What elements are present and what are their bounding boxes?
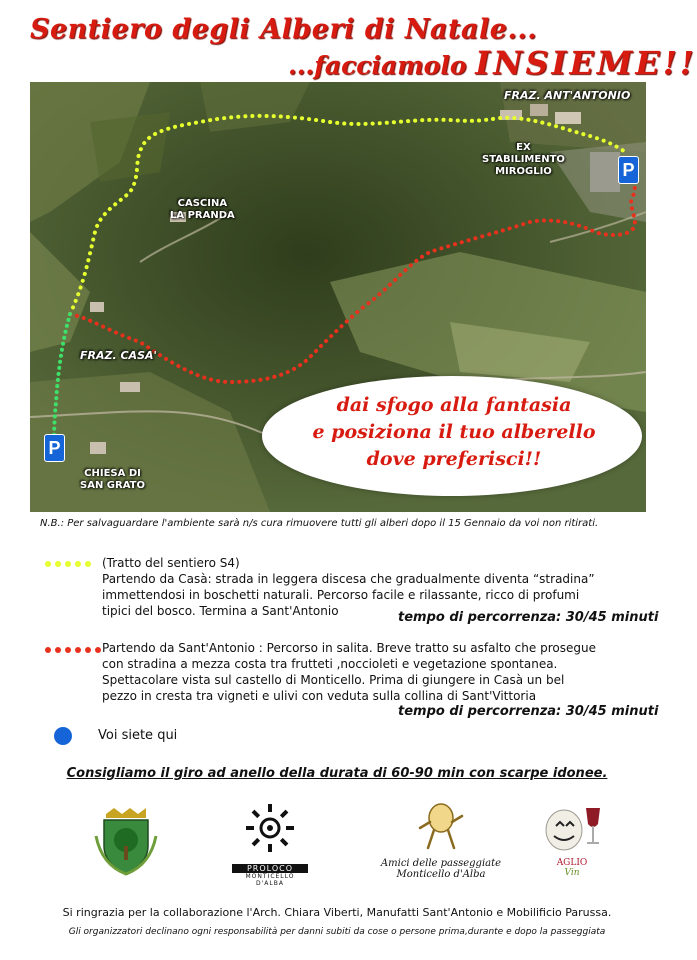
proloco-monticello-logo — [232, 800, 308, 886]
amici-line-1: Amici delle passeggiate — [380, 858, 502, 869]
poster-title: Sentiero degli Alberi di Natale... — [30, 14, 538, 45]
liability-disclaimer: Gli organizzatori declinano ogni responsabilità per danni subiti da cose o persone prima,durante e dopo la passeggiata — [68, 927, 606, 937]
cloud-line-1: dai sfogo alla fantasia — [336, 394, 572, 416]
label-chiesa-san-grato: CHIESA DI SAN GRATO — [80, 468, 145, 491]
red-route-time: tempo di percorrenza: 30/45 minuti — [398, 704, 659, 719]
red-line-2: con stradina a mezza costa tra frutteti ,noccioleti e vegetazione spontanea. — [102, 657, 558, 671]
proloco-town: MONTICELLO — [245, 873, 295, 880]
aglio-line-1: AGLIO — [556, 858, 588, 868]
label-fraz-santantonio: FRAZ. ANT'ANTONIO — [504, 89, 631, 102]
label-cascina-la-pranda: CASCINA LA PRANDA — [170, 198, 235, 221]
label-fraz-casa: FRAZ. CASA' — [80, 349, 157, 362]
you-are-here-label: Voi siete qui — [98, 728, 178, 743]
aglio-vin-logo — [540, 798, 604, 884]
yellow-line-2: Partendo da Casà: strada in leggera discesa che gradualmente diventa “stradina” — [102, 572, 595, 586]
you-are-here-icon — [54, 727, 72, 745]
yellow-route-time: tempo di percorrenza: 30/45 minuti — [398, 610, 659, 625]
red-line-1: Partendo da Sant'Antonio : Percorso in salita. Breve tratto su asfalto che prosegue — [102, 641, 596, 655]
loop-advice: Consigliamo il giro ad anello della durata di 60-90 min con scarpe idonee. — [66, 766, 608, 781]
environment-note: N.B.: Per salvaguardare l'ambiente sarà n/s cura rimuovere tutti gli alberi dopo il 15 Gennaio da voi non ritirati. — [40, 518, 599, 529]
red-route-description — [102, 640, 596, 704]
label-ex-stabilimento: EX STABILIMENTO MIROGLIO — [482, 142, 565, 177]
monticello-coat-of-arms-logo — [94, 806, 158, 876]
red-route-swatch — [45, 647, 101, 653]
garlic-and-wine-icon — [540, 798, 604, 854]
poster-subtitle — [288, 44, 697, 82]
parking-santantonio-icon: P — [618, 156, 639, 184]
parking-casa-icon: P — [44, 434, 65, 462]
yellow-line-3: immettendosi in boschetti naturali. Percorso facile e rilassante, ricco di profumi — [102, 588, 580, 602]
cloud-line-3: dove preferisci!! — [366, 448, 542, 470]
acknowledgements: Si ringrazia per la collaborazione l'Arch. Chiara Viberti, Manufatti Sant'Antonio e Mobilificio Parussa. — [62, 906, 612, 919]
subtitle-insieme: INSIEME!! — [475, 44, 697, 82]
amici-line-2: Monticello d'Alba — [396, 869, 486, 880]
aglio-line-2: Vin — [564, 868, 580, 878]
yellow-line-4: tipici del bosco. Termina a Sant'Antonio — [102, 604, 339, 618]
amici-passeggiate-logo — [366, 800, 516, 886]
yellow-route-swatch — [45, 561, 91, 567]
yellow-line-1: (Tratto del sentiero S4) — [102, 556, 240, 570]
cloud-line-2: e posiziona il tuo alberello — [312, 421, 596, 443]
walking-garlic-icon — [416, 800, 466, 854]
red-line-3: Spettacolare vista sul castello di Monticello. Prima di giungere in Casà un bel — [102, 673, 565, 687]
red-line-4: pezzo in cresta tra vigneti e ulivi con veduta sulla collina di Sant'Vittoria — [102, 689, 537, 703]
proloco-alba: D'ALBA — [256, 880, 284, 887]
cloud-message — [270, 392, 638, 473]
subtitle-prefix: ...facciamolo — [288, 51, 476, 80]
proloco-label: PROLOCO — [232, 864, 308, 873]
